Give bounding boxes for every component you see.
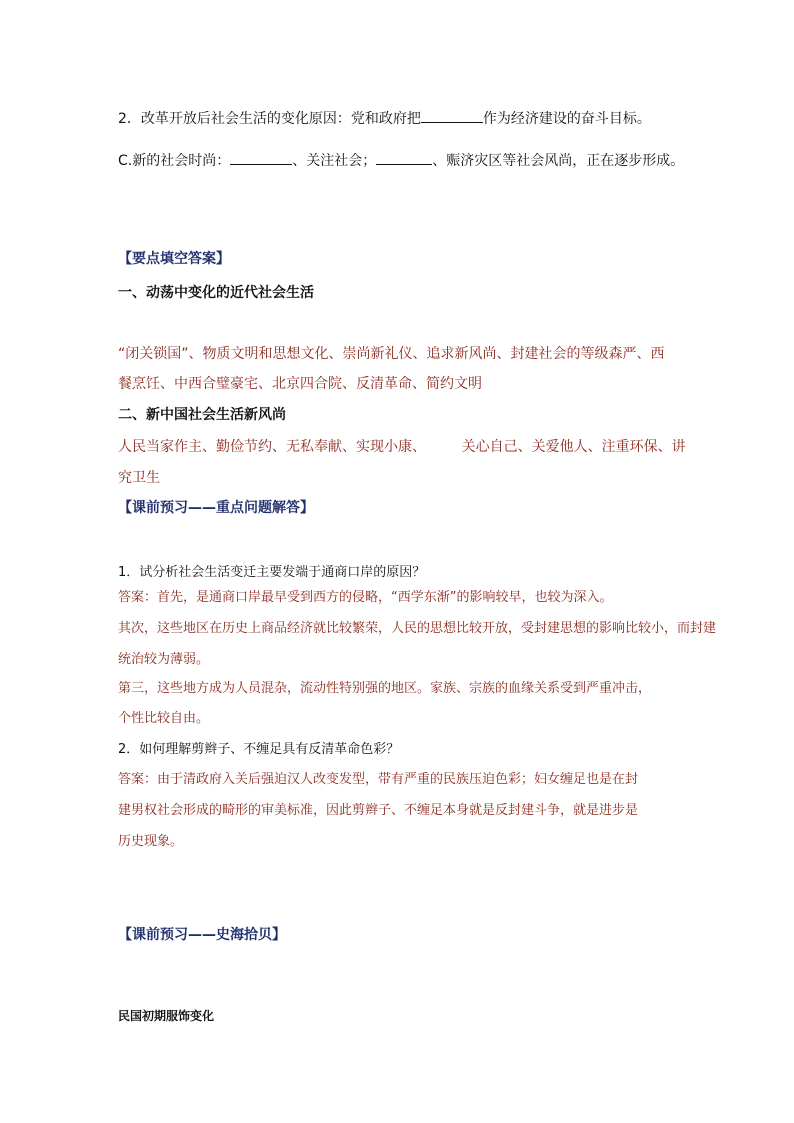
c-mid-2: 、赈济灾区等社会风尚，正在逐步形成。 [432,153,685,169]
section-1-line-1: “闭关锁国”、物质文明和思想文化、崇尚新礼仪、追求新风尚、封建社会的等级森严、西 [118,346,665,362]
q2-prefix: 2．改革开放后社会生活的变化原因：党和政府把 [118,111,421,127]
section-2-line-2: 究卫生 [118,470,160,486]
answer-1-line-1: 答案：首先，是通商口岸最早受到西方的侵略，“西学东渐”的影响较早，也较为深入。 [118,590,613,605]
c-mid-1: 、关注社会； [292,153,377,169]
answer-1-line-3: 统治较为薄弱。 [118,652,210,667]
q2-suffix: 作为经济建设的奋斗目标。 [482,111,651,127]
answer-2-line-1: 答案：由于清政府入关后强迫汉人改变发型，带有严重的民族压迫色彩；妇女缠足也是在封 [118,772,639,787]
new-fashion-fill [118,150,684,170]
question-2-fill [118,108,651,128]
question-2: 2．如何理解剪辫子、不缠足具有反清革命色彩？ [118,742,400,757]
answer-1-line-5: 个性比较自由。 [118,711,210,726]
answers-header: 【要点填空答案】 [118,251,230,267]
section-1-line-2: 餐烹饪、中西合璧豪宅、北京四合院、反清革命、简约文明 [118,376,482,392]
history-subtitle: 民国初期服饰变化 [118,1009,215,1023]
section-2-line-1: 人民当家作主、勤俭节约、无私奉献、实现小康、 关心自己、关爱他人、注重环保、讲 [118,439,686,455]
q2-blank [421,109,483,123]
section-2-title: 二、新中国社会生活新风尚 [118,407,286,423]
answer-2-line-3: 历史现象。 [118,834,184,849]
c-blank-2 [376,151,432,165]
history-header: 【课前预习——史海拾贝】 [118,927,286,943]
answer-2-line-2: 建男权社会形成的畸形的审美标准，因此剪辫子、不缠足本身就是反封建斗争，就是进步是 [118,803,639,818]
answer-1-line-4: 第三，这些地方成为人员混杂，流动性特别强的地区。家族、宗族的血缘关系受到严重冲击， [118,681,652,696]
c-blank-1 [230,151,292,165]
qa-header: 【课前预习——重点问题解答】 [118,500,314,516]
question-1: 1．试分析社会生活变迁主要发端于通商口岸的原因？ [118,565,426,580]
answer-1-line-2: 其次，这些地区在历史上商品经济就比较繁荣，人民的思想比较开放，受封建思想的影响比较小，而封建 [118,621,717,636]
section-1-title: 一、动荡中变化的近代社会生活 [118,285,314,301]
c-prefix: C.新的社会时尚： [118,153,231,169]
